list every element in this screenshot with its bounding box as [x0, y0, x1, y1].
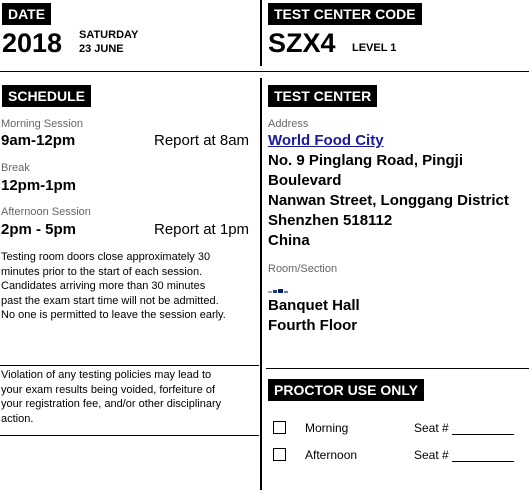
address-line: Boulevard [268, 172, 342, 189]
break-label: Break [1, 162, 30, 174]
morning-seat-field[interactable] [452, 434, 514, 435]
afternoon-checkbox[interactable] [273, 448, 286, 461]
address-line: Shenzhen 518112 [268, 212, 393, 229]
date-weekday: SATURDAY [79, 29, 139, 41]
policy-bottom-rule [0, 435, 259, 436]
top-separator [0, 71, 529, 72]
date-year: 2018 [2, 28, 63, 58]
room-line: Fourth Floor [268, 317, 358, 334]
morning-session-time: 9am-12pm [1, 132, 76, 149]
policy-notice [1, 368, 259, 426]
date-header: DATE [2, 3, 51, 25]
test-center-code: SZX4 [268, 28, 336, 58]
address-line: No. 9 Pinglang Road, Pingji [268, 152, 464, 169]
afternoon-label: Afternoon [305, 448, 358, 462]
exam-level: LEVEL 1 [352, 42, 397, 54]
afternoon-session-label: Afternoon Session [1, 206, 91, 218]
policy-line: Violation of any testing policies may lead to [1, 369, 212, 381]
afternoon-seat-label: Seat # [414, 448, 449, 462]
policy-line: your registration fee, and/or other disciplinary [1, 398, 222, 410]
room-line: Banquet Hall [268, 297, 360, 314]
break-time: 12pm-1pm [1, 177, 77, 194]
proctor-top-rule [266, 368, 529, 369]
address-line: China [268, 232, 310, 249]
policy-line: action. [1, 412, 34, 425]
test-center-code-header: TEST CENTER CODE [268, 3, 422, 25]
room-section-label: Room/Section [268, 263, 338, 275]
afternoon-report-time: Report at 1pm [154, 221, 250, 238]
date-day-month: 23 JUNE [79, 43, 124, 55]
proctor-header: PROCTOR USE ONLY [268, 379, 424, 401]
venue-link[interactable]: World Food City [268, 132, 384, 149]
address-line: Nanwan Street, Longgang District [268, 192, 509, 209]
policy-line: your exam results being voided, forfeiture of [1, 383, 216, 396]
schedule-header: SCHEDULE [2, 85, 91, 107]
policy-top-rule [0, 365, 259, 366]
afternoon-seat-field[interactable] [452, 461, 514, 462]
schedule-note-line: Testing room doors close approximately 30 [1, 251, 211, 263]
address-block [268, 151, 509, 251]
morning-report-time: Report at 8am [154, 132, 250, 149]
schedule-note-line: Candidates arriving more than 30 minutes [1, 280, 206, 292]
schedule-note-line: past the exam start time will not be admitted. [1, 294, 219, 307]
schedule-notes [1, 250, 259, 323]
address-label: Address [268, 118, 309, 130]
morning-label: Morning [305, 421, 349, 435]
middle-divider [260, 78, 262, 490]
morning-seat-label: Seat # [414, 421, 449, 435]
schedule-note-line: No one is permitted to leave the session early. [1, 309, 226, 321]
top-divider [260, 0, 262, 66]
morning-checkbox[interactable] [273, 421, 286, 434]
morning-session-label: Morning Session [1, 118, 83, 130]
test-center-header: TEST CENTER [268, 85, 377, 107]
schedule-note-line: minutes prior to the start of each session. [1, 265, 203, 278]
room-block [268, 296, 360, 336]
afternoon-session-time: 2pm - 5pm [1, 221, 77, 238]
redaction-mark [268, 282, 294, 290]
